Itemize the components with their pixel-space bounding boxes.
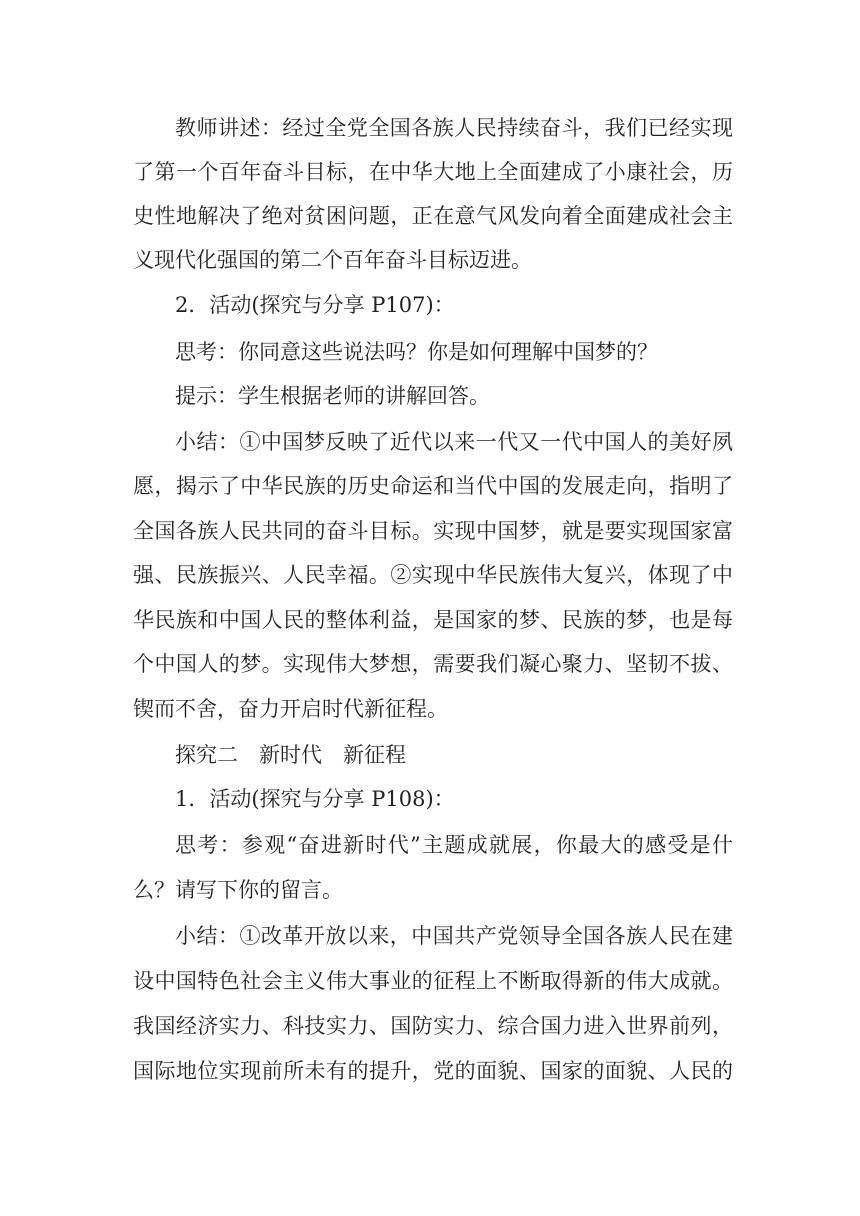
section-heading: 探究二 新时代 新征程 [175,743,406,767]
text-line: 国际地位实现前所未有的提升，党的面貌、国家的面貌、人民的 [133,1059,733,1083]
text-line: 么？请写下你的留言。 [133,878,343,902]
text-line: 义现代化强国的第二个百年奋斗目标迈进。 [133,248,532,272]
question-line: 思考：参观“奋进新时代”主题成就展，你最大的感受是什 [175,833,733,857]
text-line: 小结：①改革开放以来，中国共产党领导全国各族人民在建 [175,924,733,948]
text-line: 了第一个百年奋斗目标，在中华大地上全面建成了小康社会，历 [133,160,733,184]
text-line: 我国经济实力、科技实力、国防实力、综合国力进入世界前列， [133,1014,733,1038]
text-line: 锲而不舍，奋力开启时代新征程。 [133,697,448,721]
activity-heading: 1．活动(探究与分享 P108)： [175,787,455,811]
text-line: 史性地解决了绝对贫困问题，正在意气风发向着全面建成社会主 [133,204,733,228]
question-line: 思考：你同意这些说法吗？你是如何理解中国梦的？ [175,340,658,364]
text-line: 教师讲述：经过全党全国各族人民持续奋斗，我们已经实现 [175,116,733,140]
activity-heading: 2．活动(探究与分享 P107)： [175,293,455,317]
text-line: 个中国人的梦。实现伟大梦想，需要我们凝心聚力、坚韧不拔、 [133,652,733,676]
hint-line: 提示：学生根据老师的讲解回答。 [175,384,490,408]
text-line: 设中国特色社会主义伟大事业的征程上不断取得新的伟大成就。 [133,969,733,993]
text-line: 华民族和中国人民的整体利益，是国家的梦、民族的梦，也是每 [133,608,733,632]
text-line: 强、民族振兴、人民幸福。②实现中华民族伟大复兴，体现了中 [133,563,733,587]
text-line: 小结：①中国梦反映了近代以来一代又一代中国人的美好夙 [175,430,733,454]
text-line: 全国各族人民共同的奋斗目标。实现中国梦，就是要实现国家富 [133,519,733,543]
text-line: 愿，揭示了中华民族的历史命运和当代中国的发展走向，指明了 [133,474,733,498]
